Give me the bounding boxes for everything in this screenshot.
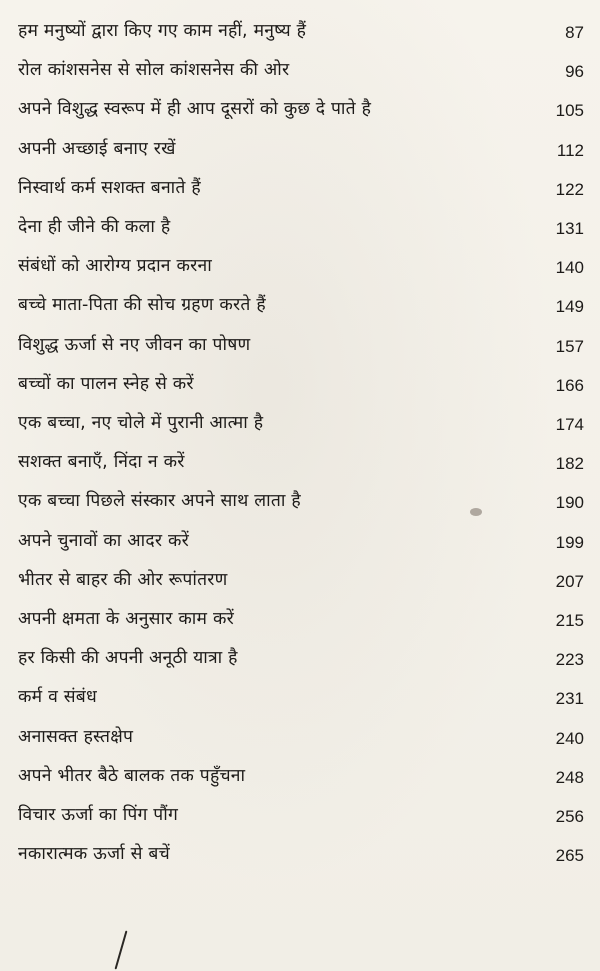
chapter-title: विशुद्ध ऊर्जा से नए जीवन का पोषण — [18, 334, 251, 355]
page-number: 112 — [556, 140, 584, 160]
page-number: 215 — [555, 611, 584, 630]
page-number: 265 — [555, 846, 584, 866]
toc-entry — [18, 843, 584, 881]
page-number: 140 — [555, 258, 584, 278]
toc-entry — [18, 530, 584, 568]
chapter-title: हर किसी की अपनी अनूठी यात्रा है — [18, 648, 238, 669]
page-number: 223 — [555, 650, 584, 670]
chapter-title: एक बच्चा, नए चोले में पुरानी आत्मा है — [18, 413, 264, 433]
toc-entry — [18, 334, 584, 372]
chapter-title: अपनी क्षमता के अनुसार काम करें — [18, 609, 234, 629]
toc-entry — [18, 569, 584, 607]
chapter-title: रोल कांशसनेस से सोल कांशसनेस की ओर — [18, 60, 290, 81]
page-number: 157 — [555, 336, 584, 356]
ink-smudge — [470, 508, 482, 516]
chapter-title: अपने चुनावों का आदर करें — [18, 530, 189, 551]
toc-entry — [18, 412, 584, 450]
toc-entry — [18, 255, 584, 293]
chapter-title: विचार ऊर्जा का पिंग पौंग — [18, 805, 178, 825]
chapter-title: अनासक्त हस्तक्षेप — [18, 726, 134, 747]
toc-entry — [18, 686, 584, 724]
chapter-title: बच्चे माता-पिता की सोच ग्रहण करते हैं — [18, 295, 266, 316]
toc-entry — [18, 726, 584, 764]
page-number: 248 — [555, 767, 584, 787]
toc-entry — [18, 216, 584, 254]
toc-entry — [18, 804, 584, 842]
page-number: 87 — [565, 23, 584, 42]
chapter-title: हम मनुष्यों द्वारा किए गए काम नहीं, मनुष्य हैं — [18, 21, 307, 41]
toc-entry — [18, 608, 584, 646]
page-number: 231 — [555, 689, 584, 709]
toc-entry — [18, 373, 584, 411]
toc-entry — [18, 177, 584, 215]
page-number: 256 — [555, 807, 584, 826]
page-number: 182 — [555, 454, 584, 474]
page-number: 131 — [555, 219, 584, 238]
page-number: 96 — [565, 62, 584, 82]
toc-entry — [18, 294, 584, 332]
toc-entry — [18, 98, 584, 136]
page-number: 166 — [555, 375, 584, 395]
chapter-title: सशक्त बनाएँ, निंदा न करें — [18, 452, 185, 473]
chapter-title: संबंधों को आरोग्य प्रदान करना — [18, 256, 212, 277]
page-number: 174 — [555, 415, 584, 434]
chapter-title: एक बच्चा पिछले संस्कार अपने साथ लाता है — [18, 491, 301, 512]
table-of-contents — [18, 20, 584, 971]
chapter-title: बच्चों का पालन स्नेह से करें — [18, 373, 194, 394]
page-number: 122 — [555, 179, 584, 199]
toc-entry — [18, 20, 584, 58]
toc-entry — [18, 647, 584, 685]
toc-entry — [18, 490, 584, 528]
chapter-title: नकारात्मक ऊर्जा से बचें — [18, 844, 170, 865]
chapter-title: कर्म व संबंध — [18, 687, 97, 708]
page-number: 199 — [555, 532, 584, 552]
chapter-title: अपने विशुद्ध स्वरूप में ही आप दूसरों को कुछ दे पाते है — [18, 99, 372, 120]
chapter-title: अपनी अच्छाई बनाए रखें — [18, 138, 176, 159]
page-number: 149 — [555, 297, 584, 317]
page-number: 105 — [555, 101, 584, 121]
page-number: 240 — [555, 728, 584, 748]
chapter-title: अपने भीतर बैठे बालक तक पहुँचना — [18, 765, 246, 786]
toc-entry — [18, 138, 584, 176]
chapter-title: देना ही जीने की कला है — [18, 217, 171, 237]
toc-entry — [18, 59, 584, 97]
page-number: 190 — [555, 493, 584, 513]
page-number: 207 — [555, 571, 584, 591]
toc-entry — [18, 451, 584, 489]
chapter-title: भीतर से बाहर की ओर रूपांतरण — [18, 569, 228, 590]
chapter-title: निस्वार्थ कर्म सशक्त बनाते हैं — [18, 177, 201, 198]
toc-entry — [18, 765, 584, 803]
